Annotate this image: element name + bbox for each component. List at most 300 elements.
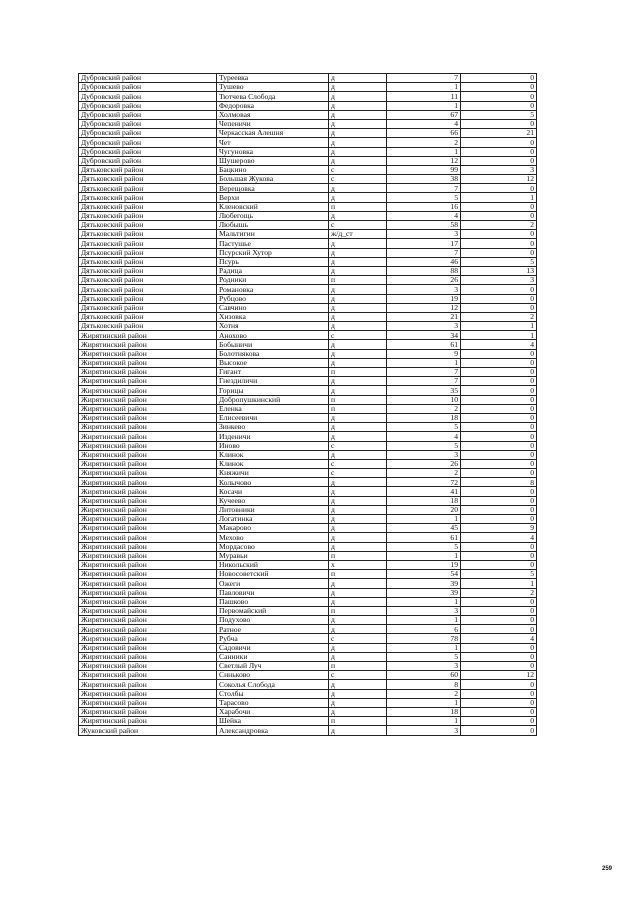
- table-row: [79, 312, 537, 321]
- settlement-name-cell: Еленка: [217, 404, 329, 413]
- value-2-cell: 0: [461, 515, 537, 524]
- settlement-name-cell: Псурь: [217, 257, 329, 266]
- table-row: [79, 248, 537, 257]
- settlement-name-cell: Мальтигин: [217, 230, 329, 239]
- value-2-cell: 0: [461, 358, 537, 367]
- table-row: [79, 652, 537, 661]
- value-2-cell: 0: [461, 202, 537, 211]
- table-row: [79, 285, 537, 294]
- settlement-type-cell: с: [329, 671, 387, 680]
- table-row: [79, 119, 537, 128]
- value-1-cell: 3: [387, 230, 461, 239]
- settlement-name-cell: Муравьи: [217, 551, 329, 560]
- settlement-name-cell: Кучеево: [217, 496, 329, 505]
- value-1-cell: 4: [387, 211, 461, 220]
- settlement-name-cell: Новосоветский: [217, 570, 329, 579]
- value-1-cell: 19: [387, 294, 461, 303]
- table-row: [79, 469, 537, 478]
- table-row: [79, 368, 537, 377]
- district-cell: Жирятинский район: [79, 662, 217, 671]
- table-row: [79, 165, 537, 174]
- value-1-cell: 8: [387, 680, 461, 689]
- table-row: [79, 193, 537, 202]
- value-1-cell: 16: [387, 202, 461, 211]
- value-2-cell: 0: [461, 450, 537, 459]
- table-row: [79, 432, 537, 441]
- value-2-cell: 4: [461, 634, 537, 643]
- settlement-type-cell: д: [329, 138, 387, 147]
- settlement-name-cell: Савчино: [217, 303, 329, 312]
- district-cell: Дятьковский район: [79, 211, 217, 220]
- settlement-type-cell: д: [329, 680, 387, 689]
- settlement-type-cell: д: [329, 524, 387, 533]
- value-1-cell: 12: [387, 156, 461, 165]
- settlement-type-cell: ж/д_ст: [329, 230, 387, 239]
- value-1-cell: 67: [387, 110, 461, 119]
- district-cell: Жирятинский район: [79, 689, 217, 698]
- value-1-cell: 46: [387, 257, 461, 266]
- value-1-cell: 3: [387, 726, 461, 735]
- value-2-cell: 0: [461, 652, 537, 661]
- value-2-cell: 0: [461, 625, 537, 634]
- value-2-cell: 0: [461, 469, 537, 478]
- table-row: [79, 450, 537, 459]
- settlement-type-cell: п: [329, 717, 387, 726]
- value-2-cell: 0: [461, 707, 537, 716]
- table-row: [79, 542, 537, 551]
- value-2-cell: 0: [461, 560, 537, 569]
- district-cell: Жирятинский район: [79, 680, 217, 689]
- settlement-name-cell: Косачи: [217, 487, 329, 496]
- settlement-name-cell: Бобыничи: [217, 340, 329, 349]
- settlement-name-cell: Светлый Луч: [217, 662, 329, 671]
- value-1-cell: 3: [387, 606, 461, 615]
- settlement-name-cell: Мордасово: [217, 542, 329, 551]
- district-cell: Жирятинский район: [79, 616, 217, 625]
- value-2-cell: 0: [461, 303, 537, 312]
- value-1-cell: 4: [387, 432, 461, 441]
- settlement-name-cell: Гигант: [217, 368, 329, 377]
- table-row: [79, 184, 537, 193]
- value-2-cell: 3: [461, 165, 537, 174]
- settlement-name-cell: Тушево: [217, 83, 329, 92]
- settlement-type-cell: д: [329, 74, 387, 83]
- table-row: [79, 707, 537, 716]
- settlement-name-cell: Чугуновка: [217, 147, 329, 156]
- settlement-name-cell: Зинкево: [217, 423, 329, 432]
- value-2-cell: 0: [461, 239, 537, 248]
- district-cell: Жирятинский район: [79, 404, 217, 413]
- district-cell: Жирятинский район: [79, 570, 217, 579]
- value-1-cell: 5: [387, 652, 461, 661]
- table-row: [79, 726, 537, 735]
- table-row: [79, 358, 537, 367]
- table-row: [79, 560, 537, 569]
- value-1-cell: 5: [387, 441, 461, 450]
- value-1-cell: 39: [387, 588, 461, 597]
- district-cell: Дятьковский район: [79, 221, 217, 230]
- district-cell: Дятьковский район: [79, 285, 217, 294]
- value-1-cell: 38: [387, 175, 461, 184]
- value-2-cell: 0: [461, 606, 537, 615]
- settlements-table: [78, 73, 537, 736]
- value-1-cell: 58: [387, 221, 461, 230]
- district-cell: Дятьковский район: [79, 165, 217, 174]
- value-2-cell: 0: [461, 184, 537, 193]
- district-cell: Жирятинский район: [79, 588, 217, 597]
- district-cell: Жирятинский район: [79, 386, 217, 395]
- settlement-type-cell: д: [329, 266, 387, 275]
- settlement-name-cell: Ожеги: [217, 579, 329, 588]
- settlement-name-cell: Бацкино: [217, 165, 329, 174]
- value-1-cell: 7: [387, 248, 461, 257]
- value-1-cell: 61: [387, 340, 461, 349]
- value-2-cell: 5: [461, 110, 537, 119]
- table-row: [79, 478, 537, 487]
- settlement-type-cell: д: [329, 312, 387, 321]
- value-2-cell: 0: [461, 294, 537, 303]
- value-1-cell: 61: [387, 533, 461, 542]
- settlement-name-cell: Рубча: [217, 634, 329, 643]
- settlement-type-cell: д: [329, 101, 387, 110]
- value-2-cell: 3: [461, 276, 537, 285]
- value-2-cell: 0: [461, 542, 537, 551]
- value-1-cell: 19: [387, 560, 461, 569]
- value-1-cell: 7: [387, 377, 461, 386]
- value-2-cell: 13: [461, 266, 537, 275]
- settlement-name-cell: Родники: [217, 276, 329, 285]
- table-row: [79, 395, 537, 404]
- settlement-name-cell: Тарасово: [217, 698, 329, 707]
- settlement-type-cell: д: [329, 496, 387, 505]
- settlement-type-cell: с: [329, 634, 387, 643]
- value-1-cell: 99: [387, 165, 461, 174]
- value-1-cell: 66: [387, 129, 461, 138]
- table-row: [79, 377, 537, 386]
- table-row: [79, 680, 537, 689]
- value-2-cell: 1: [461, 322, 537, 331]
- settlement-type-cell: п: [329, 662, 387, 671]
- value-2-cell: 1: [461, 331, 537, 340]
- table-row: [79, 211, 537, 220]
- table-row: [79, 221, 537, 230]
- value-2-cell: 0: [461, 459, 537, 468]
- settlement-type-cell: д: [329, 129, 387, 138]
- settlement-type-cell: д: [329, 303, 387, 312]
- page-number: 259: [601, 866, 612, 872]
- table-row: [79, 74, 537, 83]
- table-row: [79, 441, 537, 450]
- value-2-cell: 0: [461, 441, 537, 450]
- value-2-cell: 0: [461, 726, 537, 735]
- value-1-cell: 18: [387, 707, 461, 716]
- settlement-name-cell: Литовники: [217, 505, 329, 514]
- settlement-type-cell: п: [329, 202, 387, 211]
- value-2-cell: 12: [461, 671, 537, 680]
- value-2-cell: 2: [461, 588, 537, 597]
- settlement-type-cell: д: [329, 542, 387, 551]
- settlement-name-cell: Холмовая: [217, 110, 329, 119]
- value-2-cell: 0: [461, 101, 537, 110]
- value-1-cell: 12: [387, 303, 461, 312]
- value-2-cell: 8: [461, 478, 537, 487]
- district-cell: Дятьковский район: [79, 303, 217, 312]
- district-cell: Дубровский район: [79, 147, 217, 156]
- table-row: [79, 331, 537, 340]
- district-cell: Жирятинский район: [79, 671, 217, 680]
- district-cell: Дятьковский район: [79, 248, 217, 257]
- value-1-cell: 39: [387, 579, 461, 588]
- settlement-type-cell: д: [329, 533, 387, 542]
- settlement-type-cell: д: [329, 83, 387, 92]
- value-1-cell: 7: [387, 74, 461, 83]
- value-1-cell: 2: [387, 469, 461, 478]
- settlement-type-cell: д: [329, 689, 387, 698]
- settlement-type-cell: д: [329, 597, 387, 606]
- table-row: [79, 625, 537, 634]
- settlement-type-cell: с: [329, 331, 387, 340]
- settlement-type-cell: д: [329, 643, 387, 652]
- value-2-cell: 0: [461, 717, 537, 726]
- table-row: [79, 138, 537, 147]
- district-cell: Жирятинский район: [79, 524, 217, 533]
- settlement-name-cell: Клинок: [217, 459, 329, 468]
- value-1-cell: 78: [387, 634, 461, 643]
- district-cell: Жирятинский район: [79, 542, 217, 551]
- table-row: [79, 413, 537, 422]
- settlement-type-cell: д: [329, 413, 387, 422]
- district-cell: Жирятинский район: [79, 533, 217, 542]
- settlement-name-cell: Подухово: [217, 616, 329, 625]
- value-2-cell: 12: [461, 175, 537, 184]
- settlement-name-cell: Никольский: [217, 560, 329, 569]
- settlement-type-cell: д: [329, 515, 387, 524]
- settlement-name-cell: Тютчева Слобода: [217, 92, 329, 101]
- value-1-cell: 1: [387, 147, 461, 156]
- value-1-cell: 1: [387, 698, 461, 707]
- value-1-cell: 1: [387, 83, 461, 92]
- settlement-name-cell: Колычово: [217, 478, 329, 487]
- value-1-cell: 54: [387, 570, 461, 579]
- settlement-name-cell: Пашково: [217, 597, 329, 606]
- settlement-type-cell: с: [329, 469, 387, 478]
- settlement-name-cell: Туреевка: [217, 74, 329, 83]
- table-row: [79, 662, 537, 671]
- value-2-cell: 0: [461, 156, 537, 165]
- district-cell: Жирятинский район: [79, 377, 217, 386]
- settlement-type-cell: д: [329, 92, 387, 101]
- value-2-cell: 0: [461, 662, 537, 671]
- settlement-name-cell: Большая Жукова: [217, 175, 329, 184]
- settlement-type-cell: с: [329, 459, 387, 468]
- table-row: [79, 524, 537, 533]
- value-2-cell: 0: [461, 643, 537, 652]
- district-cell: Жирятинский район: [79, 579, 217, 588]
- settlement-name-cell: Иново: [217, 441, 329, 450]
- value-2-cell: 0: [461, 248, 537, 257]
- value-2-cell: 0: [461, 487, 537, 496]
- settlement-type-cell: д: [329, 588, 387, 597]
- settlement-name-cell: Чепеничи: [217, 119, 329, 128]
- district-cell: Дятьковский район: [79, 239, 217, 248]
- district-cell: Жирятинский район: [79, 606, 217, 615]
- district-cell: Дубровский район: [79, 74, 217, 83]
- settlement-name-cell: Санники: [217, 652, 329, 661]
- district-cell: Жирятинский район: [79, 707, 217, 716]
- settlement-name-cell: Синьково: [217, 671, 329, 680]
- settlement-type-cell: с: [329, 165, 387, 174]
- value-2-cell: 0: [461, 74, 537, 83]
- district-cell: Жирятинский район: [79, 358, 217, 367]
- table-row: [79, 496, 537, 505]
- settlement-type-cell: д: [329, 358, 387, 367]
- settlement-name-cell: Изденичи: [217, 432, 329, 441]
- settlement-name-cell: Елисеевичи: [217, 413, 329, 422]
- table-row: [79, 110, 537, 119]
- settlement-name-cell: Добропушкинский: [217, 395, 329, 404]
- settlement-type-cell: п: [329, 368, 387, 377]
- settlement-name-cell: Высокое: [217, 358, 329, 367]
- settlement-name-cell: Радица: [217, 266, 329, 275]
- settlement-name-cell: Федоровка: [217, 101, 329, 110]
- table-row: [79, 698, 537, 707]
- value-2-cell: 0: [461, 551, 537, 560]
- value-1-cell: 11: [387, 92, 461, 101]
- table-row: [79, 570, 537, 579]
- value-1-cell: 3: [387, 322, 461, 331]
- district-cell: Жирятинский район: [79, 652, 217, 661]
- value-1-cell: 26: [387, 459, 461, 468]
- value-2-cell: 0: [461, 689, 537, 698]
- table-row: [79, 634, 537, 643]
- settlement-type-cell: х: [329, 560, 387, 569]
- district-cell: Дубровский район: [79, 156, 217, 165]
- settlement-name-cell: Черкасская Алешня: [217, 129, 329, 138]
- district-cell: Жирятинский район: [79, 349, 217, 358]
- value-1-cell: 20: [387, 505, 461, 514]
- settlement-type-cell: п: [329, 395, 387, 404]
- settlement-type-cell: д: [329, 450, 387, 459]
- value-2-cell: 0: [461, 92, 537, 101]
- settlement-name-cell: Соколья Слобода: [217, 680, 329, 689]
- settlement-type-cell: д: [329, 248, 387, 257]
- table-row: [79, 230, 537, 239]
- value-2-cell: 0: [461, 413, 537, 422]
- district-cell: Дятьковский район: [79, 312, 217, 321]
- district-cell: Дубровский район: [79, 119, 217, 128]
- value-2-cell: 5: [461, 257, 537, 266]
- district-cell: Жирятинский район: [79, 597, 217, 606]
- table-row: [79, 303, 537, 312]
- value-1-cell: 72: [387, 478, 461, 487]
- district-cell: Дятьковский район: [79, 175, 217, 184]
- table-row: [79, 597, 537, 606]
- settlement-name-cell: Кленовский: [217, 202, 329, 211]
- district-cell: Жирятинский район: [79, 625, 217, 634]
- value-2-cell: 0: [461, 83, 537, 92]
- value-2-cell: 0: [461, 505, 537, 514]
- settlement-type-cell: п: [329, 551, 387, 560]
- table-row: [79, 83, 537, 92]
- table-row: [79, 579, 537, 588]
- settlement-name-cell: Хотня: [217, 322, 329, 331]
- table-row: [79, 459, 537, 468]
- district-cell: Жирятинский район: [79, 560, 217, 569]
- table-row: [79, 588, 537, 597]
- settlement-name-cell: Любегощь: [217, 211, 329, 220]
- settlement-type-cell: д: [329, 726, 387, 735]
- settlement-type-cell: д: [329, 257, 387, 266]
- district-cell: Жирятинский район: [79, 441, 217, 450]
- value-1-cell: 21: [387, 312, 461, 321]
- table-row: [79, 322, 537, 331]
- district-cell: Дятьковский район: [79, 276, 217, 285]
- value-2-cell: 0: [461, 349, 537, 358]
- settlement-type-cell: п: [329, 606, 387, 615]
- district-cell: Жирятинский район: [79, 634, 217, 643]
- table-row: [79, 202, 537, 211]
- value-1-cell: 1: [387, 597, 461, 606]
- district-cell: Дубровский район: [79, 110, 217, 119]
- district-cell: Жирятинский район: [79, 496, 217, 505]
- value-1-cell: 7: [387, 184, 461, 193]
- district-cell: Жирятинский район: [79, 432, 217, 441]
- value-2-cell: 2: [461, 312, 537, 321]
- settlement-type-cell: д: [329, 184, 387, 193]
- district-cell: Дятьковский район: [79, 184, 217, 193]
- value-1-cell: 45: [387, 524, 461, 533]
- value-1-cell: 1: [387, 616, 461, 625]
- settlement-type-cell: д: [329, 505, 387, 514]
- settlement-name-cell: Столбы: [217, 689, 329, 698]
- settlement-type-cell: с: [329, 175, 387, 184]
- settlement-type-cell: д: [329, 625, 387, 634]
- settlement-type-cell: д: [329, 285, 387, 294]
- settlement-name-cell: Рубцово: [217, 294, 329, 303]
- settlement-type-cell: д: [329, 432, 387, 441]
- district-cell: Жирятинский район: [79, 698, 217, 707]
- value-2-cell: 0: [461, 423, 537, 432]
- district-cell: Жирятинский район: [79, 478, 217, 487]
- value-2-cell: 0: [461, 368, 537, 377]
- table-row: [79, 643, 537, 652]
- settlement-type-cell: д: [329, 193, 387, 202]
- value-1-cell: 3: [387, 662, 461, 671]
- value-1-cell: 18: [387, 496, 461, 505]
- value-2-cell: 0: [461, 395, 537, 404]
- value-2-cell: 4: [461, 533, 537, 542]
- value-2-cell: 0: [461, 386, 537, 395]
- value-1-cell: 60: [387, 671, 461, 680]
- settlement-name-cell: Харабочи: [217, 707, 329, 716]
- settlement-name-cell: Пастушье: [217, 239, 329, 248]
- table-row: [79, 404, 537, 413]
- table-row: [79, 276, 537, 285]
- district-cell: Жирятинский район: [79, 551, 217, 560]
- table-row: [79, 423, 537, 432]
- value-1-cell: 5: [387, 423, 461, 432]
- value-2-cell: 4: [461, 340, 537, 349]
- table-row: [79, 606, 537, 615]
- district-cell: Жирятинский район: [79, 459, 217, 468]
- settlement-name-cell: Княжичи: [217, 469, 329, 478]
- table-row: [79, 92, 537, 101]
- value-1-cell: 2: [387, 138, 461, 147]
- table-row: [79, 386, 537, 395]
- settlement-name-cell: Мехово: [217, 533, 329, 542]
- value-1-cell: 9: [387, 349, 461, 358]
- table-row: [79, 147, 537, 156]
